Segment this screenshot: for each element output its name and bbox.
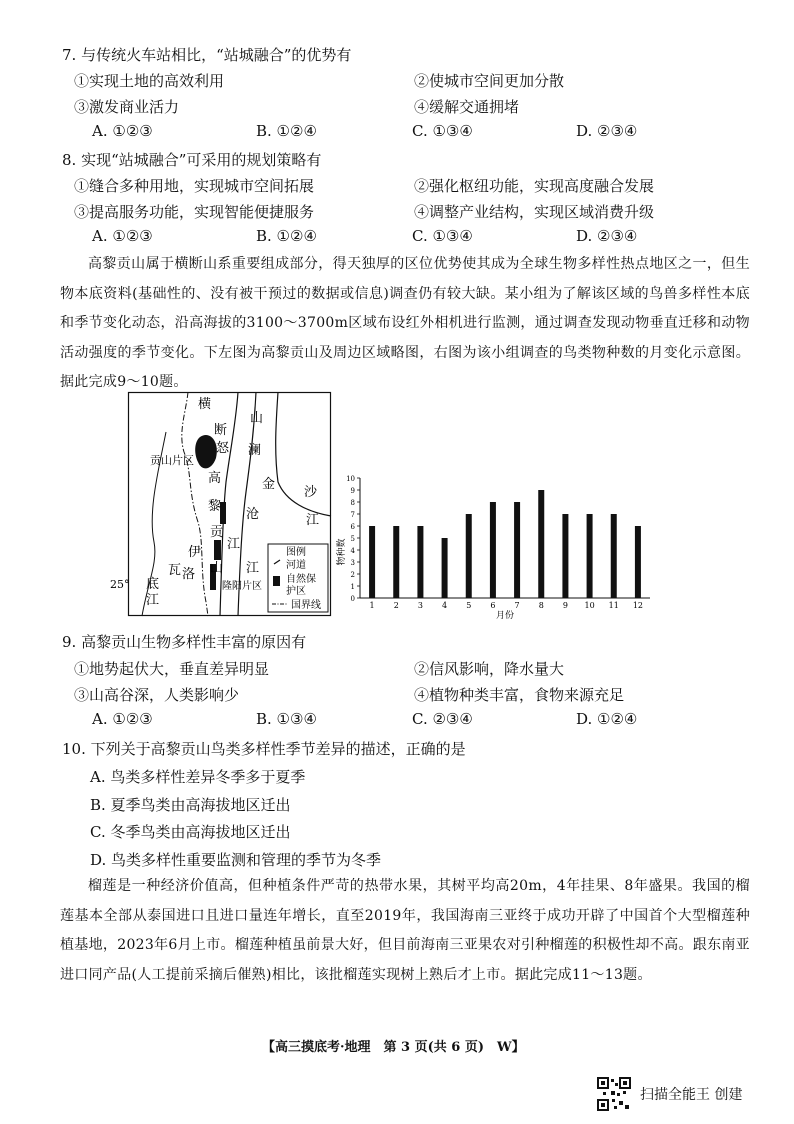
map-label-jiang-sha: 江 bbox=[306, 513, 320, 528]
bar-month-8 bbox=[538, 490, 544, 598]
legend-river: 河道 bbox=[286, 560, 306, 571]
map-label-luo: 洛 bbox=[182, 567, 196, 582]
x-tick-label: 10 bbox=[584, 601, 595, 610]
q10-option-b: B. 夏季鸟类由高海拔地区迁出 bbox=[90, 796, 291, 814]
bar-month-12 bbox=[635, 526, 641, 598]
q7-item-3: ③激发商业活力 bbox=[74, 98, 180, 116]
map-label-gongshan: 贡山片区 bbox=[150, 454, 194, 467]
y-tick-label: 8 bbox=[350, 499, 355, 507]
q8-item-3: ③提高服务功能，实现智能便捷服务 bbox=[74, 203, 315, 221]
q9-choice-d: D. ①②④ bbox=[576, 710, 638, 728]
q9-item-2: ②信风影响，降水量大 bbox=[414, 660, 565, 678]
map-label-gong: 贡 bbox=[210, 525, 224, 540]
gaoligong-map bbox=[110, 392, 331, 616]
q7-choice-b: B. ①②④ bbox=[256, 122, 317, 140]
legend-reserve-1: 自然保 bbox=[286, 574, 316, 585]
map-label-longyang: 隆阳片区 bbox=[222, 581, 262, 592]
bird-species-chart bbox=[337, 468, 660, 621]
q8-choice-b: B. ①②④ bbox=[256, 227, 317, 245]
x-axis-label: 月份 bbox=[495, 611, 515, 621]
map-label-cang: 沧 bbox=[246, 507, 260, 522]
q9-item-4: ④植物种类丰富，食物来源充足 bbox=[414, 686, 625, 704]
q7-item-2: ②使城市空间更加分散 bbox=[414, 72, 565, 90]
map-label-duan: 断 bbox=[214, 423, 228, 438]
q10-stem: 10. 下列关于高黎贡山鸟类多样性季节差异的描述，正确的是 bbox=[62, 740, 466, 758]
map-label-lan: 澜 bbox=[248, 443, 262, 458]
q7-item-1: ①实现土地的高效利用 bbox=[74, 72, 225, 90]
bar-month-6 bbox=[490, 502, 496, 598]
q9-choice-c: C. ②③④ bbox=[412, 710, 473, 728]
map-label-li: 黎 bbox=[208, 499, 222, 514]
map-label-jin: 金 bbox=[262, 477, 276, 492]
y-tick-label: 3 bbox=[350, 559, 355, 567]
map-label-nu: 怒 bbox=[216, 441, 230, 456]
q10-option-a: A. 鸟类多样性差异冬季多于夏季 bbox=[90, 768, 306, 786]
q7-choice-d: D. ②③④ bbox=[576, 122, 638, 140]
q8-choice-a: A. ①②③ bbox=[92, 227, 153, 245]
bar-month-7 bbox=[514, 502, 520, 598]
x-tick-label: 3 bbox=[417, 601, 423, 610]
map-label-jiang-nu: 江 bbox=[227, 537, 241, 552]
q8-item-2: ②强化枢纽功能，实现高度融合发展 bbox=[414, 177, 655, 195]
bar-month-10 bbox=[587, 514, 593, 598]
map-label-shan: 山 bbox=[250, 411, 264, 426]
map-label-gao: 高 bbox=[208, 471, 222, 486]
x-tick-label: 2 bbox=[393, 601, 399, 610]
q9-choice-a: A. ①②③ bbox=[92, 710, 153, 728]
q8-stem: 8. 实现“站城融合”可采用的规划策略有 bbox=[62, 151, 322, 169]
q8-item-4: ④调整产业结构，实现区域消费升级 bbox=[414, 203, 655, 221]
y-tick-label: 5 bbox=[350, 535, 355, 543]
bar-month-11 bbox=[611, 514, 617, 598]
y-tick-label: 2 bbox=[350, 571, 355, 579]
bar-month-9 bbox=[562, 514, 568, 598]
x-tick-label: 4 bbox=[442, 601, 448, 610]
x-tick-label: 5 bbox=[466, 601, 472, 610]
x-tick-label: 6 bbox=[490, 601, 496, 610]
map-label-sha: 沙 bbox=[304, 485, 318, 500]
y-tick-label: 10 bbox=[346, 475, 355, 483]
y-tick-label: 1 bbox=[350, 583, 355, 591]
q7-choice-c: C. ①③④ bbox=[412, 122, 473, 140]
scanner-brand: 扫描全能王 创建 bbox=[640, 1087, 743, 1103]
x-tick-label: 7 bbox=[514, 601, 520, 610]
qr-code-icon bbox=[597, 1077, 631, 1111]
map-label-jiang-lan: 江 bbox=[246, 561, 260, 576]
passage-durian: 榴莲是一种经济价值高，但种植条件严苛的热带水果，其树平均高20m，4年挂果、8年盛果。我国的榴莲基本全部从泰国进口且进口量连年增长，直至2019年，我国海南三亚终于成功开辟了中国首个大型榴莲种植基地，2023年6月上市。榴莲种植虽前景大好，但目前海南三亚果农对引种榴莲的积极性却不高。跟东南亚进口同产品(人工提前采摘后催熟)相比，该批榴莲实现树上熟后才上市。据此完成11～13题。 bbox=[60, 878, 750, 983]
q10-option-c: C. 冬季鸟类由高海拔地区迁出 bbox=[90, 823, 291, 841]
y-axis-label: 物种数 bbox=[337, 538, 347, 566]
bar-month-2 bbox=[393, 526, 399, 598]
map-label-jiang-wa: 江 bbox=[146, 593, 160, 608]
map-label-heng: 横 bbox=[198, 397, 212, 412]
y-tick-label: 6 bbox=[350, 523, 355, 531]
q10-option-d: D. 鸟类多样性重要监测和管理的季节为冬季 bbox=[90, 851, 382, 869]
y-tick-label: 0 bbox=[350, 595, 355, 603]
legend-reserve-2: 护区 bbox=[286, 586, 306, 597]
x-tick-label: 8 bbox=[538, 601, 544, 610]
map-label-yi: 伊 bbox=[188, 545, 202, 560]
q9-item-1: ①地势起伏大，垂直差异明显 bbox=[74, 660, 270, 678]
q7-stem: 7. 与传统火车站相比，“站城融合”的优势有 bbox=[62, 46, 352, 64]
q8-choice-d: D. ②③④ bbox=[576, 227, 638, 245]
page-footer: 【高三摸底考·地理 第 3 页(共 6 页) W】 bbox=[262, 1040, 525, 1055]
bar-month-4 bbox=[442, 538, 448, 598]
q7-item-4: ④缓解交通拥堵 bbox=[414, 98, 520, 116]
bar-month-3 bbox=[417, 526, 423, 598]
bar-month-5 bbox=[466, 514, 472, 598]
q7-choice-a: A. ①②③ bbox=[92, 122, 153, 140]
map-label-lat: 25° bbox=[110, 578, 130, 591]
q8-item-1: ①缝合多种用地，实现城市空间拓展 bbox=[74, 177, 315, 195]
map-label-di: 底 bbox=[146, 577, 160, 592]
x-tick-label: 12 bbox=[632, 601, 644, 610]
q8-choice-c: C. ①③④ bbox=[412, 227, 473, 245]
q9-stem: 9. 高黎贡山生物多样性丰富的原因有 bbox=[62, 633, 307, 651]
legend-title: 图例 bbox=[286, 547, 306, 558]
x-tick-label: 11 bbox=[608, 601, 619, 610]
q9-choice-b: B. ①③④ bbox=[256, 710, 317, 728]
map-label-wa: 瓦 bbox=[168, 563, 182, 578]
bar-month-1 bbox=[369, 526, 375, 598]
q9-item-3: ③山高谷深，人类影响少 bbox=[74, 686, 240, 704]
x-tick-label: 9 bbox=[562, 601, 568, 610]
y-tick-label: 9 bbox=[350, 487, 355, 495]
legend-border: 国界线 bbox=[291, 600, 321, 611]
map-label-shan2: 山 bbox=[210, 561, 224, 576]
x-tick-label: 1 bbox=[369, 601, 375, 610]
passage-gaoligong: 高黎贡山属于横断山系重要组成部分，得天独厚的区位优势使其成为全球生物多样性热点地区之一，但生物本底资料(基础性的、没有被干预过的数据或信息)调查仍有较大缺。某小组为了解该区域的鸟兽多样性本底和季节变化动态，沿高海拔的3100～3700m区域布设红外相机进行监测，通过调查发现动物垂直迁移和动物活动强度的季节变化。下左图为高黎贡山及周边区域略图，右图为该小组调查的鸟类物种数的月变化示意图。据此完成9～10题。 bbox=[60, 256, 750, 390]
y-tick-label: 7 bbox=[350, 511, 355, 519]
y-tick-label: 4 bbox=[350, 547, 355, 555]
